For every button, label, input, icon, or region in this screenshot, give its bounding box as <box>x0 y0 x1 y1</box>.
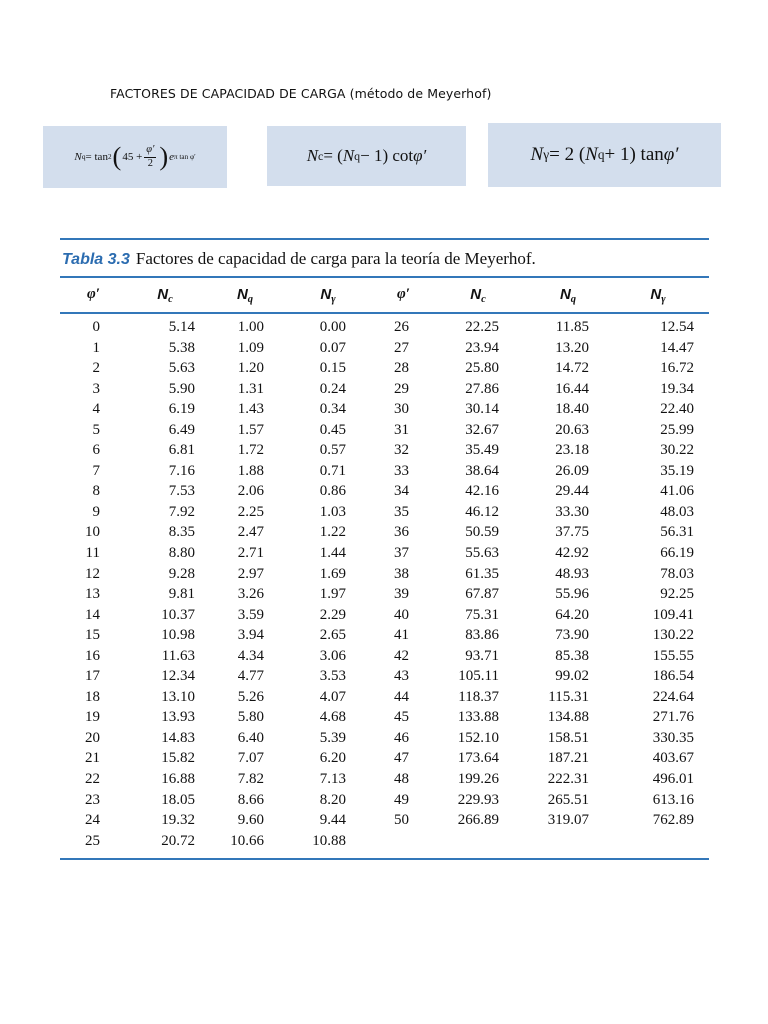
table-cell: 7.53 <box>168 483 195 500</box>
table-cell: 5.39 <box>319 729 346 746</box>
table-cell: 1.22 <box>319 524 346 541</box>
table-cell: 9.28 <box>168 565 195 582</box>
formula-nc: N c = ( N q − 1) cot φ′ <box>267 126 466 186</box>
table-cell: 35.49 <box>465 442 499 459</box>
table-cell: 19.32 <box>161 812 195 829</box>
table-cell: 37.75 <box>555 524 589 541</box>
table-cell: 2.65 <box>319 627 346 644</box>
table-title <box>62 249 536 269</box>
formula-nc-rhs2: − 1) cot <box>360 146 414 165</box>
table-cell: 20 <box>85 729 100 746</box>
table-cell: 6.49 <box>168 421 195 438</box>
page-heading: FACTORES DE CAPACIDAD DE CARGA (método de Meyerhof) <box>110 86 492 101</box>
table-cell: 64.20 <box>555 606 589 623</box>
column-nc-2 <box>430 317 499 831</box>
table-cell: 42.16 <box>465 483 499 500</box>
table-cell: 48 <box>394 771 409 788</box>
table-cell: 762.89 <box>652 812 694 829</box>
table-cell: 4.34 <box>237 647 264 664</box>
table-cell: 2.29 <box>319 606 346 623</box>
table-cell: 6.20 <box>319 750 346 767</box>
table-cell: 8.35 <box>168 524 195 541</box>
table-cell: 14.72 <box>555 360 589 377</box>
table-cell: 36 <box>394 524 409 541</box>
formula-nq-eq: = tan <box>85 151 108 163</box>
table-cell: 1.44 <box>319 545 346 562</box>
header-ngamma-2-main: N <box>650 286 662 303</box>
table-cell: 23.94 <box>465 339 499 356</box>
formula-nq-numerator: φ′ <box>144 144 156 157</box>
header-ngamma-1-main: N <box>320 286 332 303</box>
header-nc-1-sub: c <box>168 294 173 306</box>
table-cell: 8.20 <box>319 791 346 808</box>
header-nq-1-sub: q <box>247 294 254 306</box>
table-cell: 7.16 <box>168 462 195 479</box>
table-cell: 7.92 <box>168 503 195 520</box>
table-cell: 15.82 <box>161 750 195 767</box>
formula-nq-denominator: 2 <box>147 157 153 169</box>
table-cell: 13.10 <box>161 688 195 705</box>
table-cell: 42.92 <box>555 545 589 562</box>
table-cell: 9.60 <box>237 812 264 829</box>
table-cell: 1.00 <box>237 319 264 335</box>
formula-nc-phi: φ′ <box>413 146 427 165</box>
table-cell: 7 <box>92 462 100 479</box>
table-cell: 16.88 <box>161 771 195 788</box>
table-cell: 99.02 <box>555 668 589 685</box>
table-cell: 23.18 <box>555 442 589 459</box>
table-cell: 29 <box>394 380 409 397</box>
table-cell: 3 <box>92 380 100 397</box>
table-cell: 1 <box>92 339 100 356</box>
table-cell: 29.44 <box>555 483 589 500</box>
formula-nq-fraction <box>144 144 156 169</box>
table-cell: 13 <box>85 586 100 603</box>
table-cell: 6.19 <box>168 401 195 418</box>
formula-nq-e: e <box>169 151 175 163</box>
table-cell: 8.66 <box>237 791 264 808</box>
header-nq-1 <box>230 286 260 306</box>
table-cell: 0.15 <box>319 360 346 377</box>
table-cell: 93.71 <box>465 647 499 664</box>
header-phi-2-text: φ′ <box>397 286 410 302</box>
table-cell: 130.22 <box>652 627 694 644</box>
table-cell: 10.37 <box>161 606 195 623</box>
table-cell: 18.05 <box>161 791 195 808</box>
table-cell: 5.26 <box>237 688 264 705</box>
table-cell: 0.34 <box>319 401 346 418</box>
table-cell: 50 <box>394 812 409 829</box>
table-cell: 50.59 <box>465 524 499 541</box>
table-cell: 14 <box>85 606 100 623</box>
header-ngamma-1 <box>313 286 343 306</box>
table-cell: 4.77 <box>237 668 264 685</box>
table-cell: 25 <box>85 832 100 849</box>
table-cell: 0 <box>92 319 100 335</box>
header-nc-2 <box>463 286 493 306</box>
table-cell: 199.26 <box>457 771 499 788</box>
table-cell: 22.25 <box>465 319 499 335</box>
table-cell: 3.06 <box>319 647 346 664</box>
table-cell: 5.38 <box>168 339 195 356</box>
table-cell: 5.90 <box>168 380 195 397</box>
table-cell: 5.63 <box>168 360 195 377</box>
table-cell: 7.82 <box>237 771 264 788</box>
table-cell: 67.87 <box>465 586 499 603</box>
table-cell: 2.47 <box>237 524 264 541</box>
table-cell: 61.35 <box>465 565 499 582</box>
table-cell: 9.81 <box>168 586 195 603</box>
table-cell: 42 <box>394 647 409 664</box>
table-cell: 11.85 <box>555 319 589 335</box>
table-cell: 5.80 <box>237 709 264 726</box>
column-ngamma-1 <box>290 317 346 851</box>
table-top-rule <box>60 238 709 240</box>
table-cell: 26.09 <box>555 462 589 479</box>
table-cell: 173.64 <box>457 750 499 767</box>
header-phi-2 <box>388 286 410 303</box>
table-cell: 30.14 <box>465 401 499 418</box>
table-cell: 56.31 <box>660 524 694 541</box>
table-cell: 25.80 <box>465 360 499 377</box>
table-cell: 2.71 <box>237 545 264 562</box>
formula-ngamma-phi: φ′ <box>663 144 679 165</box>
header-ngamma-2-sub: γ <box>661 294 666 306</box>
table-cell: 0.07 <box>319 339 346 356</box>
table-cell: 20.63 <box>555 421 589 438</box>
table-cell: 0.00 <box>319 319 346 335</box>
table-cell: 5.14 <box>168 319 195 335</box>
table-cell: 43 <box>394 668 409 685</box>
table-cell: 22 <box>85 771 100 788</box>
table-cell: 0.57 <box>319 442 346 459</box>
table-cell: 66.19 <box>660 545 694 562</box>
formula-nc-lhs: N <box>306 146 319 165</box>
table-cell: 2.25 <box>237 503 264 520</box>
table-cell: 39 <box>394 586 409 603</box>
table-cell: 6 <box>92 442 100 459</box>
column-nq-1 <box>215 317 264 851</box>
table-cell: 47 <box>394 750 409 767</box>
table-cell: 222.31 <box>547 771 589 788</box>
table-cell: 83.86 <box>465 627 499 644</box>
table-cell: 27 <box>394 339 409 356</box>
table-cell: 1.57 <box>237 421 264 438</box>
table-cell: 34 <box>394 483 409 500</box>
table-cell: 1.69 <box>319 565 346 582</box>
table-cell: 1.88 <box>237 462 264 479</box>
table-cell: 403.67 <box>652 750 694 767</box>
table-cell: 134.88 <box>547 709 589 726</box>
table-cell: 37 <box>394 545 409 562</box>
header-nc-1 <box>150 286 180 306</box>
table-cell: 152.10 <box>457 729 499 746</box>
table-cell: 3.26 <box>237 586 264 603</box>
table-cell: 46.12 <box>465 503 499 520</box>
table-cell: 32 <box>394 442 409 459</box>
table-cell: 14.47 <box>660 339 694 356</box>
table-cell: 19.34 <box>660 380 694 397</box>
header-ngamma-2 <box>643 286 673 306</box>
table-cell: 85.38 <box>555 647 589 664</box>
table-cell: 1.43 <box>237 401 264 418</box>
header-nc-2-main: N <box>470 286 482 303</box>
table-cell: 30 <box>394 401 409 418</box>
table-cell: 33 <box>394 462 409 479</box>
column-phi-2 <box>380 317 409 831</box>
table-cell: 24 <box>85 812 100 829</box>
table-cell: 3.59 <box>237 606 264 623</box>
table-cell: 48.03 <box>660 503 694 520</box>
table-caption: Factores de capacidad de carga para la teoría de Meyerhof. <box>135 249 536 268</box>
table-cell: 73.90 <box>555 627 589 644</box>
table-cell: 21 <box>85 750 100 767</box>
table-cell: 44 <box>394 688 409 705</box>
table-cell: 2.97 <box>237 565 264 582</box>
table-cell: 2 <box>92 360 100 377</box>
table-cell: 6.81 <box>168 442 195 459</box>
table-cell: 26 <box>394 319 409 335</box>
table-cell: 9 <box>92 503 100 520</box>
formula-nq-lhs: N <box>74 151 82 163</box>
formula-nq-inner: 45 + <box>122 151 143 163</box>
table-cell: 12 <box>85 565 100 582</box>
header-nc-1-main: N <box>157 286 169 303</box>
table-cell: 4.07 <box>319 688 346 705</box>
table-cell: 38.64 <box>465 462 499 479</box>
table-cell: 55.96 <box>555 586 589 603</box>
table-cell: 265.51 <box>547 791 589 808</box>
table-cell: 38 <box>394 565 409 582</box>
table-cell: 229.93 <box>457 791 499 808</box>
table-cell: 187.21 <box>547 750 589 767</box>
table-cell: 158.51 <box>547 729 589 746</box>
formula-nc-n: N <box>342 146 355 165</box>
table-cell: 16.44 <box>555 380 589 397</box>
formula-nc-rhs1: = ( <box>323 146 343 165</box>
table-cell: 10.66 <box>230 832 264 849</box>
table-cell: 1.31 <box>237 380 264 397</box>
table-cell: 105.11 <box>458 668 499 685</box>
table-cell: 496.01 <box>652 771 694 788</box>
table-cell: 49 <box>394 791 409 808</box>
column-nc-1 <box>130 317 195 851</box>
table-cell: 4 <box>92 401 100 418</box>
table-cell: 19 <box>85 709 100 726</box>
table-cell: 13.93 <box>161 709 195 726</box>
header-nq-2-sub: q <box>570 294 577 306</box>
table-cell: 92.25 <box>660 586 694 603</box>
table-cell: 6.40 <box>237 729 264 746</box>
table-cell: 31 <box>394 421 409 438</box>
table-cell: 17 <box>85 668 100 685</box>
table-cell: 10 <box>85 524 100 541</box>
table-cell: 10.98 <box>161 627 195 644</box>
table-cell: 0.86 <box>319 483 346 500</box>
table-cell: 28 <box>394 360 409 377</box>
table-cell: 7.13 <box>319 771 346 788</box>
table-cell: 9.44 <box>319 812 346 829</box>
table-cell: 32.67 <box>465 421 499 438</box>
table-header-bottom-rule <box>60 312 709 314</box>
table-cell: 33.30 <box>555 503 589 520</box>
table-bottom-rule <box>60 858 709 860</box>
table-cell: 75.31 <box>465 606 499 623</box>
table-cell: 15 <box>85 627 100 644</box>
table-cell: 22.40 <box>660 401 694 418</box>
table-cell: 613.16 <box>652 791 694 808</box>
table-cell: 266.89 <box>457 812 499 829</box>
table-cell: 271.76 <box>652 709 694 726</box>
formula-ngamma-lhs: N <box>530 144 544 165</box>
column-ngamma-2 <box>615 317 694 831</box>
table-cell: 8.80 <box>168 545 195 562</box>
table-cell: 12.54 <box>660 319 694 335</box>
table-cell: 186.54 <box>652 668 694 685</box>
table-cell: 5 <box>92 421 100 438</box>
header-phi-1-text: φ′ <box>87 286 100 302</box>
table-cell: 27.86 <box>465 380 499 397</box>
formula-ngamma-rhs2: + 1) tan <box>604 144 664 165</box>
table-cell: 3.94 <box>237 627 264 644</box>
table-cell: 115.31 <box>548 688 589 705</box>
formula-nq-open-paren: ( <box>112 141 122 172</box>
table-cell: 41 <box>394 627 409 644</box>
table-cell: 7.07 <box>237 750 264 767</box>
table-cell: 45 <box>394 709 409 726</box>
table-cell: 330.35 <box>652 729 694 746</box>
table-cell: 1.03 <box>319 503 346 520</box>
table-cell: 20.72 <box>161 832 195 849</box>
formula-nq: N q = tan 2 ( 45 + $\frac{\varphi'}{2}$ ) e π tan φ′ <box>43 126 227 188</box>
table-cell: 1.72 <box>237 442 264 459</box>
table-cell: 8 <box>92 483 100 500</box>
table-cell: 16.72 <box>660 360 694 377</box>
table-cell: 12.34 <box>161 668 195 685</box>
table-cell: 118.37 <box>458 688 499 705</box>
table-cell: 13.20 <box>555 339 589 356</box>
header-nq-2-main: N <box>559 286 571 303</box>
formula-ngamma: N γ = 2 ( N q + 1) tan φ′ <box>488 123 721 187</box>
table-cell: 0.24 <box>319 380 346 397</box>
table-cell: 11 <box>85 545 100 562</box>
table-header-top-rule <box>60 276 709 278</box>
table-cell: 11.63 <box>161 647 195 664</box>
table-cell: 1.97 <box>319 586 346 603</box>
formula-ngamma-n: N <box>585 144 598 165</box>
header-nq-2 <box>553 286 583 306</box>
table-cell: 25.99 <box>660 421 694 438</box>
table-cell: 40 <box>394 606 409 623</box>
header-phi-1 <box>70 286 100 303</box>
header-nq-1-main: N <box>236 286 248 303</box>
column-phi-1 <box>70 317 100 851</box>
table-cell: 4.68 <box>319 709 346 726</box>
table-cell: 18.40 <box>555 401 589 418</box>
table-cell: 319.07 <box>547 812 589 829</box>
table-cell: 0.71 <box>319 462 346 479</box>
table-cell: 224.64 <box>652 688 694 705</box>
table-cell: 55.63 <box>465 545 499 562</box>
table-cell: 18 <box>85 688 100 705</box>
formula-nq-close-paren: ) <box>159 141 169 172</box>
table-cell: 2.06 <box>237 483 264 500</box>
table-cell: 46 <box>394 729 409 746</box>
column-nq-2 <box>515 317 589 831</box>
table-cell: 41.06 <box>660 483 694 500</box>
formula-ngamma-rhs1: = 2 ( <box>549 144 586 165</box>
table-cell: 23 <box>85 791 100 808</box>
header-nc-2-sub: c <box>481 294 486 306</box>
table-cell: 109.41 <box>652 606 694 623</box>
table-cell: 155.55 <box>652 647 694 664</box>
table-cell: 35 <box>394 503 409 520</box>
table-cell: 14.83 <box>161 729 195 746</box>
table-cell: 1.09 <box>237 339 264 356</box>
table-cell: 1.20 <box>237 360 264 377</box>
table-cell: 30.22 <box>660 442 694 459</box>
header-ngamma-1-sub: γ <box>331 294 336 306</box>
table-cell: 3.53 <box>319 668 346 685</box>
table-cell: 48.93 <box>555 565 589 582</box>
table-cell: 78.03 <box>660 565 694 582</box>
table-cell: 16 <box>85 647 100 664</box>
table-cell: 35.19 <box>660 462 694 479</box>
table-cell: 0.45 <box>319 421 346 438</box>
table-cell: 10.88 <box>312 832 346 849</box>
table-cell: 133.88 <box>457 709 499 726</box>
table-label: Tabla 3.3 <box>62 251 130 268</box>
